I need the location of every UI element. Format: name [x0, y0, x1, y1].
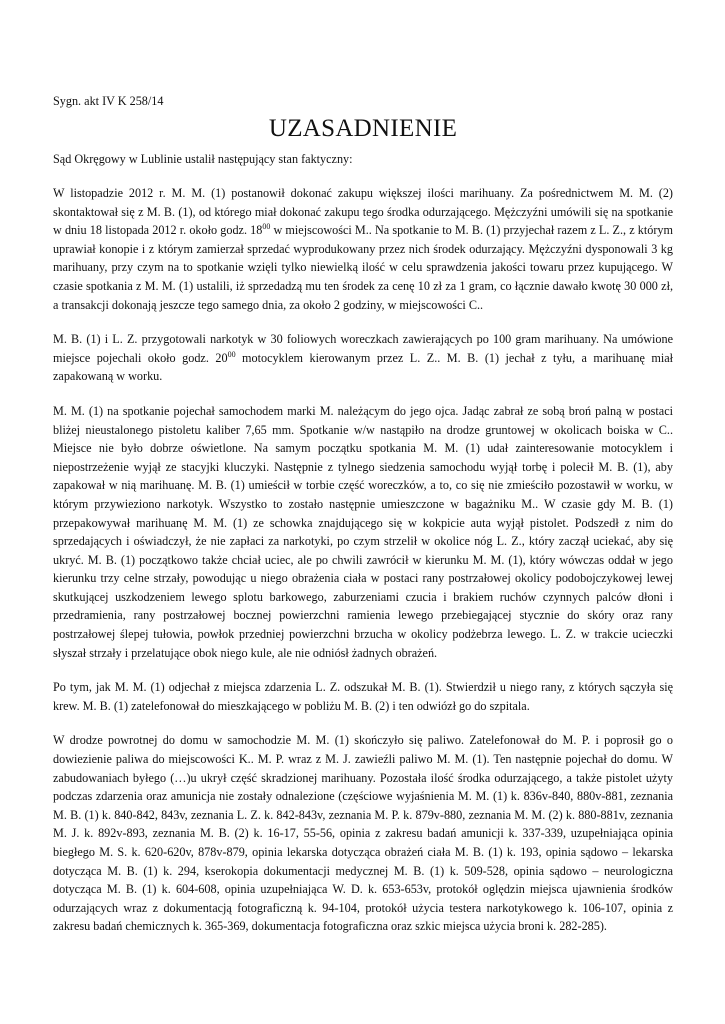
paragraph-1: [53, 184, 673, 314]
document-title: UZASADNIENIE: [268, 115, 458, 142]
document-page: [53, 92, 673, 952]
paragraph-3: [53, 402, 673, 662]
paragraph-2-text-b: motocyklem kierowanym przez L. Z.. M. B. (1) jechał z tyłu, a marihuanę miał zapakowaną w worku.: [53, 350, 674, 384]
paragraph-3-text: M. M. (1) na spotkanie pojechał samochodem marki M. należącym do jego ojca. Jadąc zabrał ze sobą broń palną w postaci bliżej nieustalonego pistoletu kaliber 7,65 mm. Spotkanie w/w nastąpiło na drodze gruntowej w okolicach boiska w C.. Miejsce nie było dobrze oświetlone. Na samym początku spotkania M. M. (1) udał zainteresowanie motocyklem i niepostrzeżenie wyjął ze stacyjki kluczyki. Następnie z tylnego siedzenia samochodu wyjął torbę i polecił M. B. (1), aby zapakował w nią marihuanę. M. B. (1) umieścił w torbie część woreczków, a to, co się nie zmieściło pozostawił w worku, w którym przywieziono narkotyk. Wszystko to zostało następnie umieszczone w bagażniku M.. W czasie gdy M. B. (1) przepakowywał marihuanę M. M. (1) ze schowka znajdującego się w kokpicie auta wyjął pistolet. Podszedł z nim do sprzedających i oświadczył, że nie zapłaci za narkotyki, po czym strzelił w okolice nóg L. Z., który zaczął uciekać, aby się ukryć. M. B. (1) początkowo także chciał uciec, ale po chwili zawrócił w kierunku M. M. (1), który wówczas oddał w jego kierunku trzy celne strzały, powodując u niego obrażenia ciała w postaci rany postrzałowej okolicy podobojczykowej lewej skutkującej uszkodzeniem lewego splotu barkowego, zaburzeniami czucia i brakiem ruchów czynnych palców dłoni i przedramienia, rany postrzałowej bocznej powierzchni ramienia lewego przebiegającej stycznie do skóry oraz rany postrzałowej ślepej tułowia, powłok przedniej powierzchni brzucha w okolicy podżebrza lewego. L. Z. w trakcie ucieczki słyszał strzały i przelatujące obok niego kule, ale nie odniósł żadnych obrażeń.: [53, 403, 673, 660]
paragraph-5: [53, 731, 673, 936]
paragraph-2-text-a: M. B. (1) i L. Z. przygotowali narkotyk w 30 foliowych woreczkach zawierających po 100 gram marihuany. Na umówione miejsce pojechali około godz. 20: [53, 332, 673, 365]
paragraph-5-text: W drodze powrotnej do domu w samochodzie M. M. (1) skończyło się paliwo. Zatelefonował do M. P. i poprosił go o dowiezienie paliwa do miejscowości K.. M. P. wraz z M. J. zawieźli paliwo M. M. (1). Ten następnie pojechał do domu. W zabudowaniach byłego (…)u ukrył część skradzionej marihuany. Pozostała ilość środka odurzającego, a także pistolet użyty podczas zdarzenia oraz amunicja nie zostały odnalezione (częściowe wyjaśnienia M. M. (1) k. 836v-840, 880v-881, zeznania M. B. (1) k. 840-842, 843v, zeznania L. Z. k. 842-843v, zeznania M. P. k. 879v-880, zeznania M. M. (2) k. 880-881v, zeznania M. J. k. 892v-893, zeznania M. B. (2) k. 16-17, 55-56, opinia z zakresu badań amunicji k. 337-339, uzupełniająca opinia biegłego M. S. k. 620-620v, 878v-879, opinia lekarska dotycząca obrażeń ciała M. B. (1) k. 193, opinia sądowo – lekarska dotycząca M. B. (1) k. 294, kserokopia dokumentacji medycznej M. B. (1) k. 509-528, opinia sądowo – neurologiczna dotycząca M. B. (1) k. 604-608, opinia uzupełniająca W. D. k. 653-653v, protokół oględzin miejsca ujawnienia środków odurzających wraz z dokumentacją fotograficzną k. 94-104, protokół użycia testera narkotykowego k. 106-107, opinia z zakresu badań chemicznych k. 365-369, dokumentacja fotograficzna oraz szkic miejsca użycia broni k. 282-285).: [53, 733, 673, 934]
paragraph-2: [53, 330, 673, 386]
case-signature: Sygn. akt IV K 258/14: [53, 94, 164, 108]
paragraph-4-text: Po tym, jak M. M. (1) odjechał z miejsca zdarzenia L. Z. odszukał M. B. (1). Stwierdził u niego rany, z których sączyła się krew. M. B. (1) zatelefonował do mieszkającego w pobliżu M. B. (2) i ten odwiózł go do szpitala.: [53, 680, 673, 713]
paragraph-1-text-b: w miejscowości M.. Na spotkanie to M. B. (1) przyjechał razem z L. Z., z którym uprawiał konopie i z którym zamierzał sprzedać wyprodukowany przez nich środek odurzający. Mężczyźni dysponowali 3 kg marihuany, przy czym na to spotkanie wzięli tylko niewielką ilość w celu sprawdzenia jakości towaru przez kupującego. W czasie spotkania z M. M. (1) ustalili, iż sprzedadzą mu ten środek za cenę 10 zł za 1 gram, co łącznie dawało kwotę 30 000 zł, a transakcji dokonają jeszcze tego samego dnia, za około 2 godziny, w miejscowości C..: [53, 223, 673, 312]
intro-sentence: Sąd Okręgowy w Lublinie ustalił następujący stan faktyczny:: [53, 152, 353, 166]
paragraph-2-superscript: 00: [227, 349, 236, 359]
paragraph-4: [53, 678, 673, 715]
paragraph-1-superscript: 00: [262, 222, 271, 232]
paragraph-1-text-a: W listopadzie 2012 r. M. M. (1) postanowił dokonać zakupu większej ilości marihuany. Za pośrednictwem M. M. (2) skontaktował się z M. B. (1), od którego miał dokonać zakupu tego środka odurzającego. Mężczyźni umówili się na spotkanie w dniu 18 listopada 2012 r. około godz. 18: [53, 186, 673, 238]
